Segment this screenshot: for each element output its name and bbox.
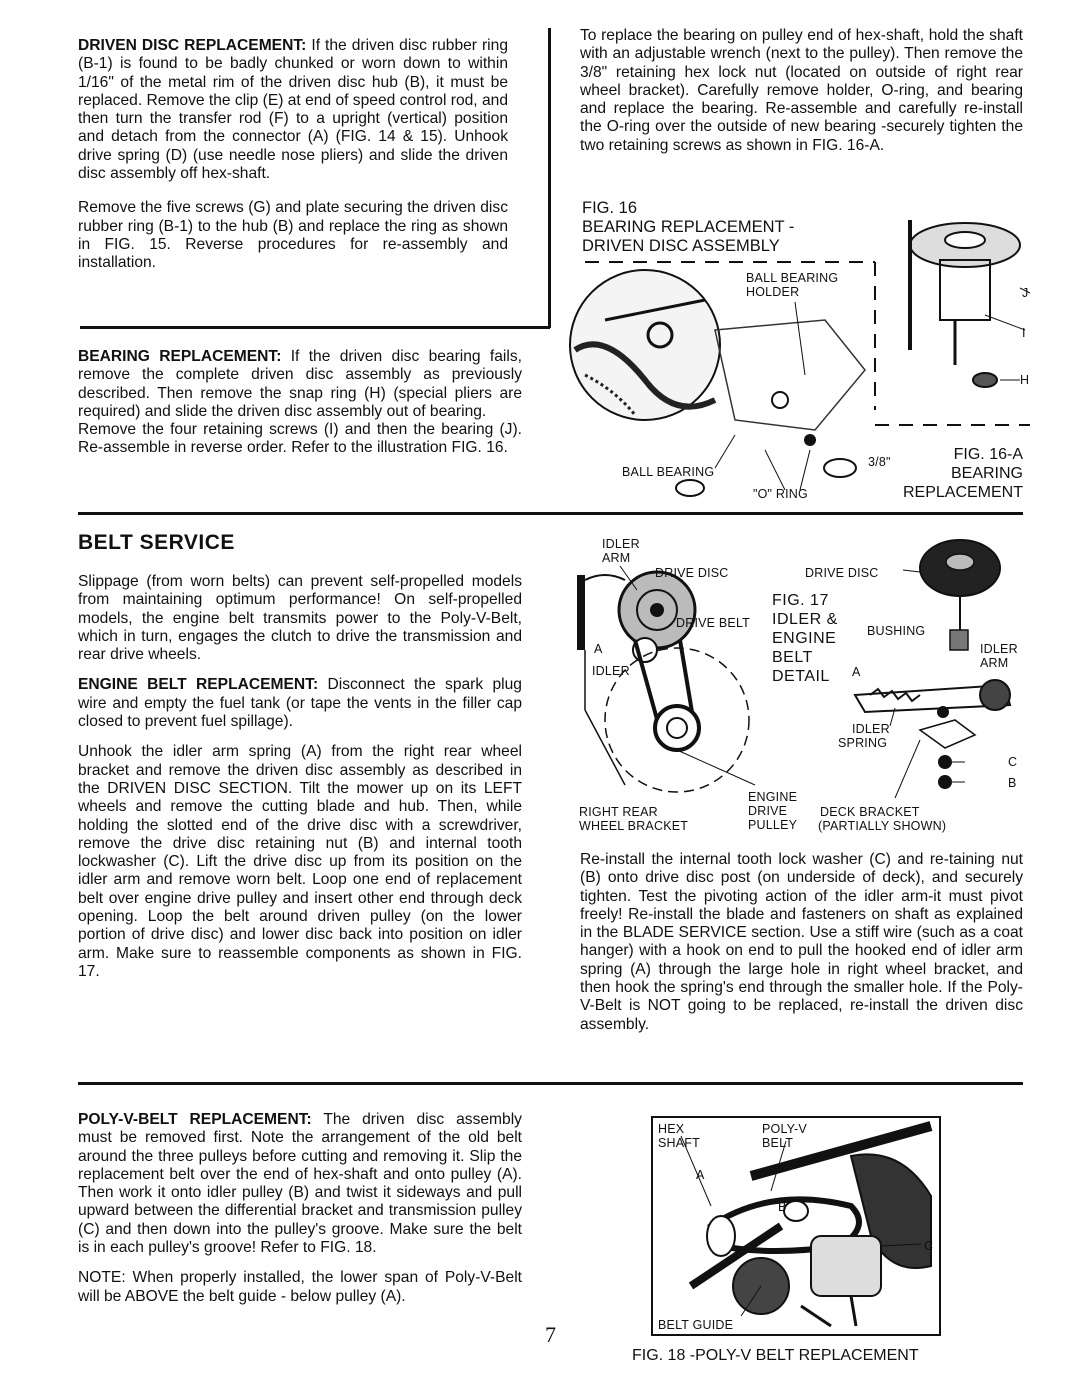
driven-disc-paragraph [78, 37, 508, 183]
fig17-label-drive-disc-left: DRIVE DISC [655, 566, 729, 580]
fig17-bushing [950, 630, 968, 650]
belt-service-heading: BELT SERVICE [78, 531, 235, 554]
fig16-oring-part [824, 459, 856, 477]
fig18-label-a: A [696, 1168, 705, 1182]
driven-disc-body: If the driven disc rubber ring (B-1) is found to be badly chunked or worn down to within 1/16" of the metal rim of the driven disc hub (B), it must be replaced. Remove the clip (E) at end of speed control rod, and then turn the transfer rod (F) to a upright (vertical) position and detach from the connector (A) (FIG. 14 & 15). Unhook drive spring (D) (use needle nose pliers) and slide the driven disc assembly off hex-shaft. [78, 37, 508, 183]
poly-v-note: NOTE: When properly installed, the lower span of Poly-V-Belt will be ABOVE the belt guide - below pulley (A). [78, 1269, 522, 1305]
engine-belt-heading: ENGINE BELT REPLACEMENT: [78, 676, 319, 694]
fig17-label-drive-belt: DRIVE BELT [676, 616, 751, 630]
fig17-label-drive-disc-right: DRIVE DISC [805, 566, 879, 580]
page-number: 7 [545, 1322, 556, 1347]
poly-v-body: The driven disc assembly must be removed first. Note the arrangement of the old belt around the three pulleys before cutting and removing it. Slip the replacement belt over the end of hex-shaft and onto pulley (A). Then work it onto idler pulley (B) and twist it sideways and pull upward between the differential bracket and transmission pulley (C) and then down into the pulley's groove. Make sure the belt is in each pulley's groove! Refer to FIG. 18. [78, 1111, 522, 1257]
fig18-label-hex-shaft: HEX SHAFT [658, 1122, 700, 1150]
poly-v-heading: POLY-V-BELT REPLACEMENT: [78, 1111, 312, 1128]
fig17-label-bushing: BUSHING [867, 624, 926, 638]
bearing-body: If the driven disc bearing fails, remove the complete driven disc assembly as previously described. Then remove the snap ring (H) (special pliers are required) and slide the driven disc assembly out of bearing. [78, 348, 522, 420]
fig17-nut [938, 775, 952, 789]
poly-v-divider [78, 1082, 1023, 1085]
section-divider-left-v [548, 28, 551, 328]
reinstall-paragraph: Re-install the internal tooth lock washer (C) and re-taining nut (B) onto drive disc post (on underside of deck), and securely tighten. Test the pivoting action of the idler arm-it must pivot freely! Re-install the blade and fasteners on shaft as explained in the BLADE SERVICE section. Use a stiff wire (such as a coat hanger) with a hook on end to pull the hooked end of idler arm spring (A) through the large hole in right wheel bracket, and then hook the spring's end through the smaller hole. If the Poly-V-Belt is NOT going to be replaced, re-install the driven disc assembly. [580, 851, 1023, 1033]
fig17-label-deck-bracket: DECK BRACKET (PARTIALLY SHOWN) [818, 805, 947, 833]
belt-service-intro: Slippage (from worn belts) can prevent self-propelled models from maintaining optimum performance! On self-propelled models, the engine belt transmits power to the Poly-V-Belt, which in turn, engages the clutch to drive the transmission and rear drive wheels. [78, 573, 522, 664]
fig17-label-a-left: A [594, 642, 603, 656]
fig18-pulley-a [707, 1216, 735, 1256]
bearing-heading: BEARING REPLACEMENT: [78, 348, 282, 365]
fig16-title-3: DRIVEN DISC ASSEMBLY [582, 237, 780, 255]
fig17-label-idler-left: IDLER [592, 664, 630, 678]
reinstall-section [580, 851, 1023, 1034]
engine-belt-paragraph [78, 676, 522, 731]
fig17-label-idler-spring: IDLER SPRING [838, 722, 890, 750]
bearing-paragraph-2: Remove the four retaining screws (I) and then the bearing (J). Re-assemble in reverse order. Refer to the illustration FIG. 16. [78, 421, 522, 457]
fig17-label-right-rear: RIGHT REAR WHEEL BRACKET [579, 805, 689, 833]
fig18-transmission [811, 1236, 881, 1296]
fig16-label-38: 3/8" [868, 455, 891, 469]
section-divider-left-h [80, 326, 550, 329]
bearing-section [78, 348, 522, 458]
fig17-label-c: C [1008, 755, 1018, 769]
fig17-label-engine-pulley: ENGINE DRIVE PULLEY [748, 790, 798, 832]
fig16-label-holder: BALL BEARING HOLDER [746, 271, 839, 299]
fig18-label-belt-guide: BELT GUIDE [658, 1318, 734, 1332]
driven-disc-section [78, 37, 508, 273]
belt-service-divider [78, 512, 1023, 515]
fig16-bracket [715, 320, 865, 430]
driven-disc-heading: DRIVEN DISC REPLACEMENT: [78, 37, 307, 54]
fig16-label-i: I [1022, 326, 1026, 340]
unhook-paragraph: Unhook the idler arm spring (A) from the right rear wheel bracket and remove the driven disc assembly as described in the DRIVEN DISC SECTION. Tilt the mower up on its LEFT wheels and remove the cutting blade and hub. Then, while holding the slotted end of the drive disc with a screwdriver, remove the drive disc retaining nut (B) and internal tooth lockwasher (C). Lift the drive disc up from its position on the idler arm and remove worn belt. Loop one end of replacement belt over engine drive pulley and insert other end through deck opening. Loop the belt around driven pulley (on the lower portion of drive disc) and lower disc back into position on idler arm. Make sure to reassemble components as shown in FIG. 17. [78, 743, 522, 980]
fig16-label-h: H [1020, 373, 1030, 387]
fig18-label-b: B [778, 1200, 787, 1214]
engine-belt-body: Disconnect the spark plug wire and empty the fuel tank (or tape the vents in the filler cap closed to prevent fuel spillage). [78, 676, 522, 731]
fig16a-caption: FIG. 16-A BEARING REPLACEMENT [902, 446, 1023, 501]
poly-v-section [78, 1111, 522, 1306]
hex-shaft-paragraph: To replace the bearing on pulley end of hex-shaft, hold the shaft with an adjustable wrench (next to the pulley). Then remove the 3/8" retaining hex lock nut (located on outside of right rear wheel bracket). Carefully remove holder, O-ring, and bearing and replace the bearing. Re-assemble and carefully re-install the O-ring over the outside of new bearing -securely tighten the two retaining screws as shown in FIG. 16-A. [580, 27, 1023, 154]
fig17-label-idler-arm-right: IDLER ARM [980, 642, 1018, 670]
fig18-label-c: C [924, 1239, 934, 1253]
fig18-pulley-b [784, 1201, 808, 1221]
fig17-engine-pulley [655, 706, 699, 750]
fig16-title-1: FIG. 16 [582, 199, 638, 217]
fig16-title-2: BEARING REPLACEMENT - [582, 218, 795, 236]
fig17-title: FIG. 17 IDLER & ENGINE BELT DETAIL [772, 592, 838, 685]
fig17-wheel-bracket [577, 575, 585, 650]
fig18-caption: FIG. 18 -POLY-V BELT REPLACEMENT [632, 1347, 919, 1364]
fig17-label-a-right: A [852, 665, 861, 679]
belt-service-section [78, 573, 522, 981]
fig17-lockwasher [938, 755, 952, 769]
poly-v-paragraph [78, 1111, 522, 1257]
fig16-label-j: J [1022, 286, 1029, 300]
fig17-deck-bracket [920, 720, 975, 748]
bearing-paragraph [78, 348, 522, 421]
fig17-label-idler-arm: IDLER ARM [602, 537, 640, 565]
hex-shaft-section [580, 27, 1023, 155]
driven-disc-paragraph-2: Remove the five screws (G) and plate securing the driven disc rubber ring (B-1) to the hub (B) and replace the ring as shown in FIG. 15. Reverse procedures for re-assembly and installation. [78, 199, 508, 272]
fig16-snap-ring [973, 373, 997, 387]
fig17-label-b: B [1008, 776, 1017, 790]
fig18-label-poly-v-belt: POLY-V BELT [762, 1122, 807, 1150]
fig16-label-ball-bearing: BALL BEARING [622, 465, 715, 479]
fig16-label-oring: "O" RING [753, 487, 808, 501]
